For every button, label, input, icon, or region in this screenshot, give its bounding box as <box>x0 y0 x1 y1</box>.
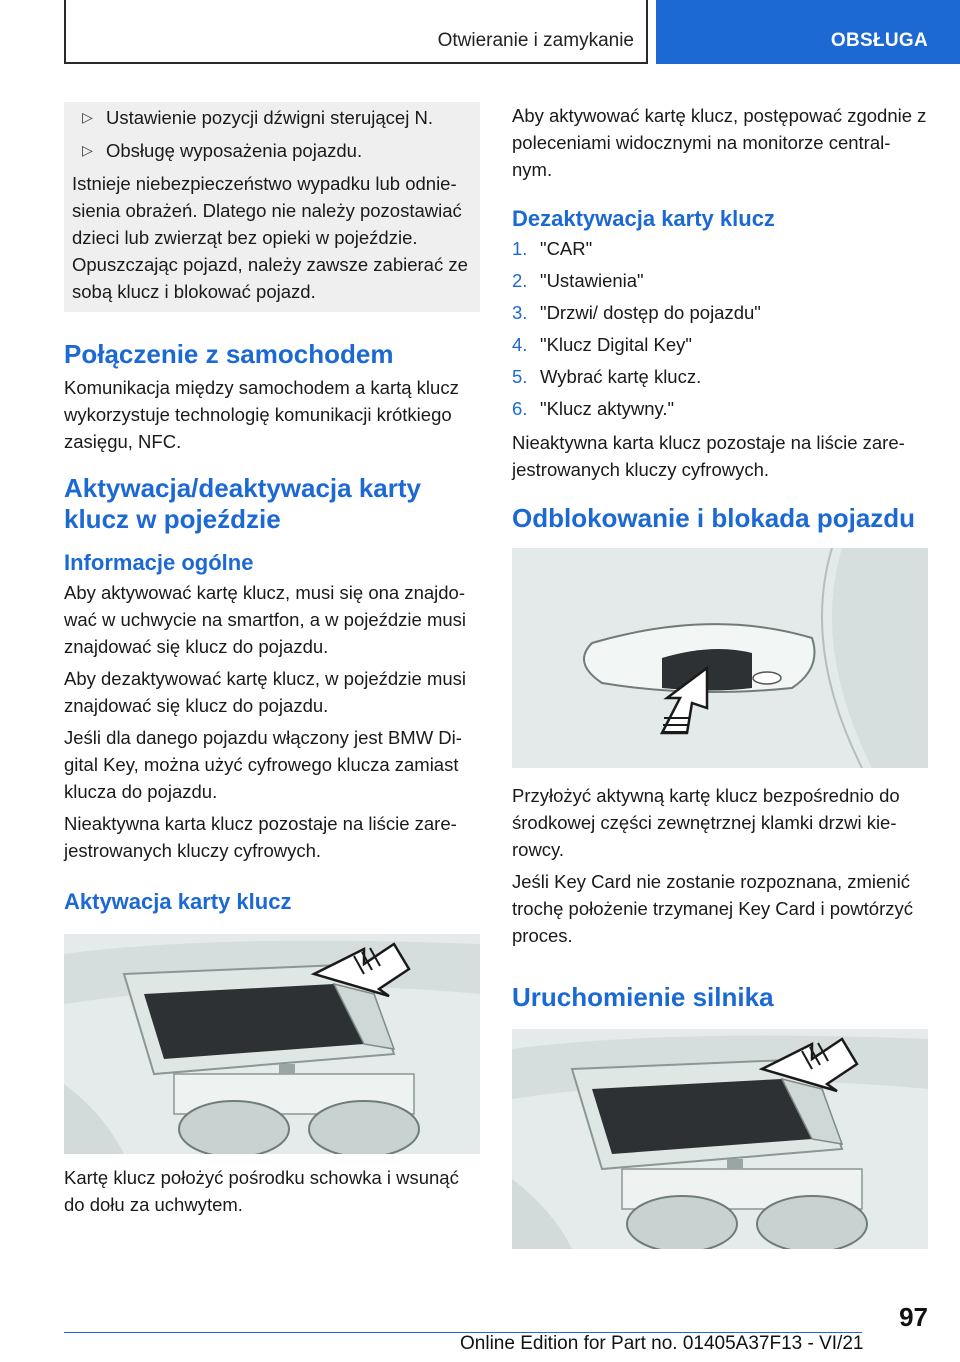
step-number: 3. <box>512 302 528 323</box>
list-item <box>512 299 928 331</box>
step-text: "Klucz Digital Key" <box>540 334 692 355</box>
section-title: Otwieranie i zamykanie <box>437 30 634 51</box>
triangle-bullet-icon: ▷ <box>82 142 93 158</box>
paragraph-general-2: Aby dezaktywować kartę klucz, w pojeździe musi znajdować się klucz do pojazdu. <box>64 668 467 716</box>
center-console-card-illustration <box>64 934 480 1154</box>
step-text: "Klucz aktywny." <box>540 398 675 419</box>
warning-bullet <box>72 137 472 170</box>
warning-bullet-text: Ustawienie pozycji dźwigni sterującej N. <box>106 107 433 128</box>
paragraph-unlock-1: Przyłożyć aktywną kartę klucz bezpośrednio do środkowej części zewnętrznej klamki drzwi kie-rowcy. <box>512 785 900 860</box>
list-item <box>512 395 928 427</box>
heading-unlock: Odblokowanie i blokada pojazdu <box>512 503 916 533</box>
heading-general: Informacje ogólne <box>64 550 254 575</box>
step-text: Wybrać kartę klucz. <box>540 366 702 387</box>
step-number: 6. <box>512 398 528 419</box>
triangle-bullet-icon: ▷ <box>82 109 93 125</box>
paragraph-intro: Aby aktywować kartę klucz, postępować zgodnie z poleceniami widocznymi na monitorze central-nym. <box>512 105 927 180</box>
page-number: 97 <box>899 1302 928 1332</box>
paragraph-card-caption: Kartę klucz położyć pośrodku schowka i wsunąć do dołu za uchwytem. <box>64 1167 459 1215</box>
section-tab-label: OBSŁUGA <box>830 30 928 51</box>
step-number: 2. <box>512 270 528 291</box>
warning-box <box>64 102 480 312</box>
footer-edition: Online Edition for Part no. 01405A37F13 - VI/21 <box>460 1333 864 1354</box>
list-item <box>512 331 928 363</box>
header-frame <box>64 0 648 64</box>
step-text: "Drzwi/ dostęp do pojazdu" <box>540 302 761 323</box>
step-number: 5. <box>512 366 528 387</box>
heading-activation: Aktywacja/deaktywacja karty klucz w pojeździe <box>64 473 421 534</box>
paragraph-unlock-2: Jeśli Key Card nie zostanie rozpoznana, zmienić trochę położenie trzymanej Key Card i powtórzyć proces. <box>512 871 914 946</box>
list-item <box>512 267 928 299</box>
warning-text: Istnieje niebezpieczeństwo wypadku lub odnie-sienia obrażeń. Dlatego nie należy pozostawiać dzieci lub zwierząt bez opieki w pojeździe. Opuszczając pojazd, należy zawsze zabierać ze sobą klucz i blokować pojazd. <box>72 173 468 302</box>
steps-list <box>512 235 928 427</box>
heading-connection: Połączenie z samochodem <box>64 339 394 369</box>
paragraph-connection: Komunikacja między samochodem a kartą klucz wykorzystuje technologię komunikacji krótkiego zasięgu, NFC. <box>64 377 459 452</box>
heading-deactivation: Dezaktywacja karty klucz <box>512 206 775 231</box>
engine-start-card-illustration <box>512 1029 928 1249</box>
paragraph-general-3: Jeśli dla danego pojazdu włączony jest BMW Di-gital Key, można użyć cyfrowego klucza zamiast klucza do pojazdu. <box>64 727 462 802</box>
door-handle-illustration <box>512 548 928 768</box>
list-item <box>512 363 928 395</box>
left-column <box>64 102 480 1218</box>
paragraph-general-1: Aby aktywować kartę klucz, musi się ona znajdo-wać w uchwycie na smartfon, a w pojeździe musi znajdować się klucz do pojazdu. <box>64 582 467 657</box>
heading-card-activation: Aktywacja karty klucz <box>64 889 292 914</box>
list-item <box>512 235 928 267</box>
warning-bullet <box>72 102 472 137</box>
paragraph-inactive: Nieaktywna karta klucz pozostaje na liście zare-jestrowanych kluczy cyfrowych. <box>512 432 905 480</box>
step-text: "CAR" <box>540 238 593 259</box>
section-tab[interactable] <box>656 0 960 64</box>
step-number: 1. <box>512 238 528 259</box>
paragraph-general-4: Nieaktywna karta klucz pozostaje na liście zare-jestrowanych kluczy cyfrowych. <box>64 813 457 861</box>
step-text: "Ustawienia" <box>540 270 644 291</box>
warning-bullet-text: Obsługę wyposażenia pojazdu. <box>106 140 363 161</box>
right-column <box>512 102 928 1249</box>
step-number: 4. <box>512 334 528 355</box>
heading-engine: Uruchomienie silnika <box>512 982 774 1012</box>
